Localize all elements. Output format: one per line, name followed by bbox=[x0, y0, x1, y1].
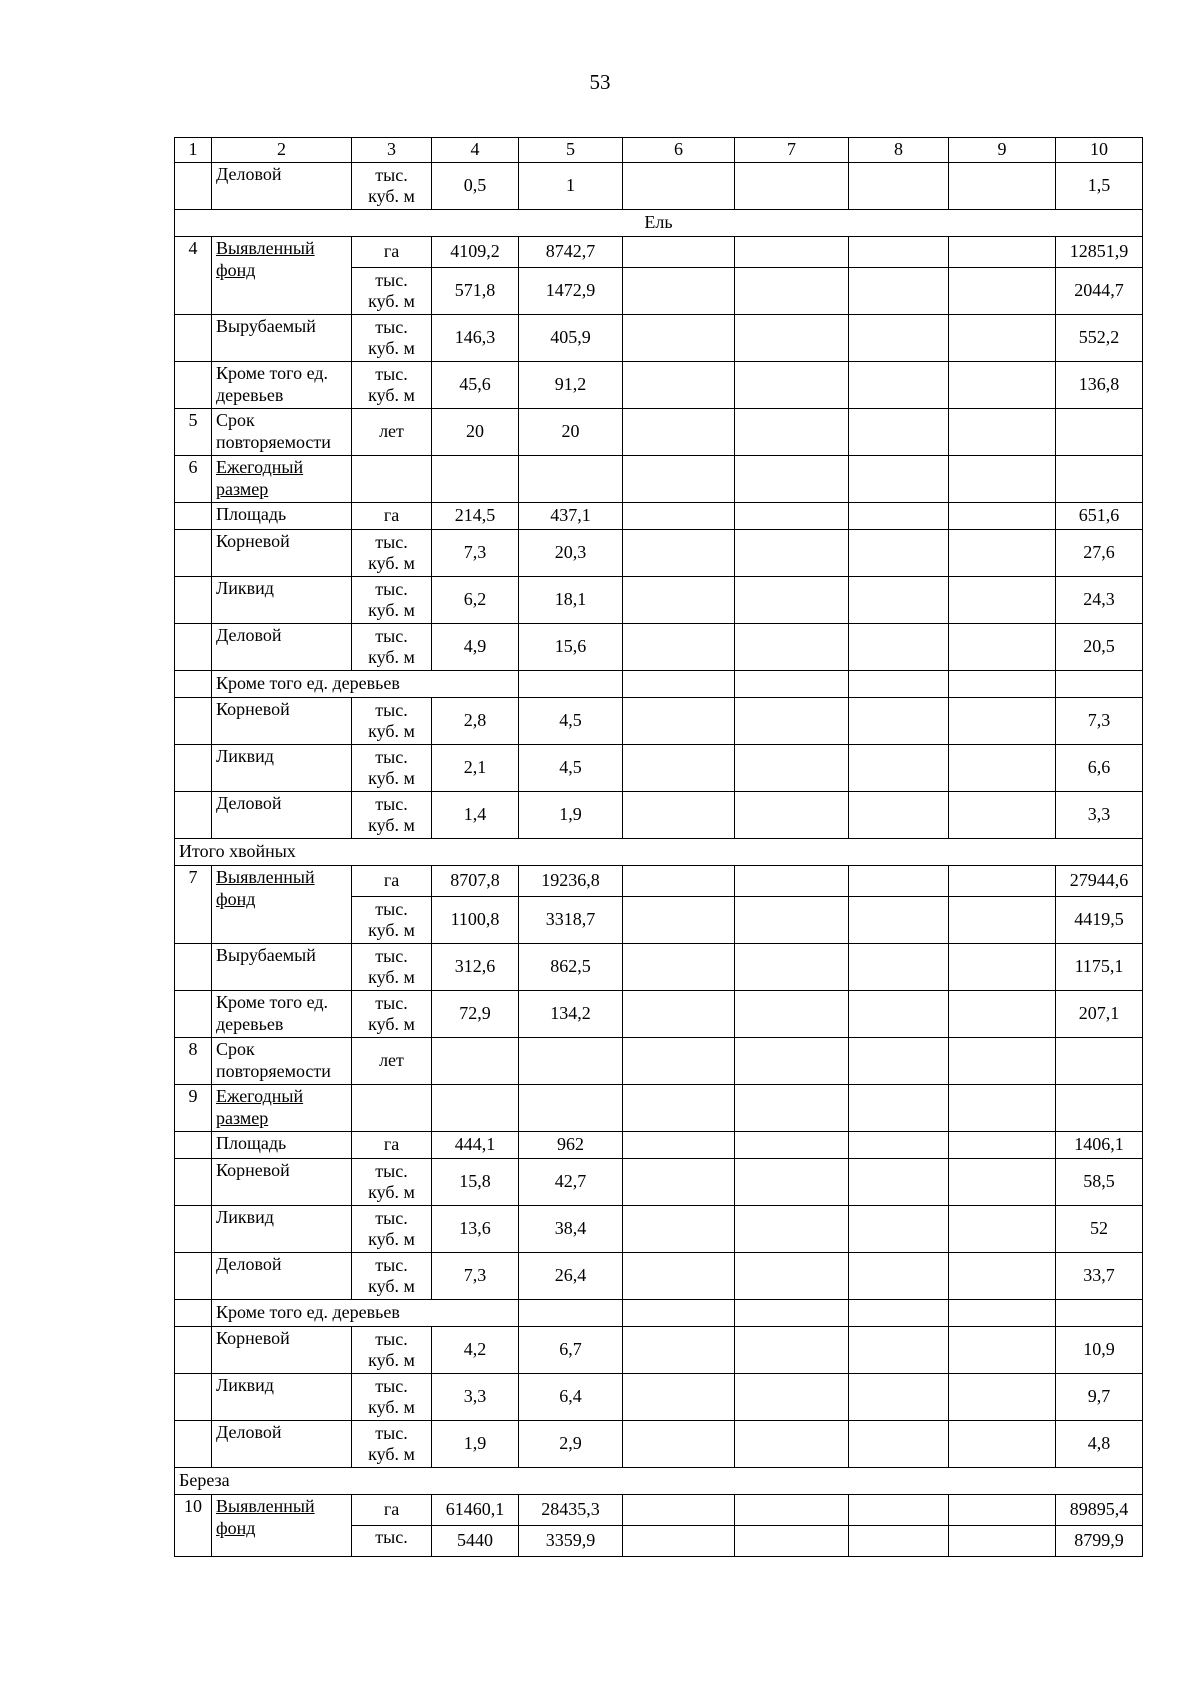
total-cell: 8799,9 bbox=[1056, 1526, 1143, 1557]
total-cell: 4,8 bbox=[1056, 1421, 1143, 1468]
row-number: 7 bbox=[175, 866, 212, 944]
row-label: Ликвид bbox=[212, 577, 352, 624]
total-cell: 9,7 bbox=[1056, 1374, 1143, 1421]
row-label: Выявленный фонд bbox=[212, 866, 352, 944]
column-header: 7 bbox=[735, 138, 849, 163]
value-cell: 7,3 bbox=[432, 530, 519, 577]
table-row bbox=[175, 530, 1143, 577]
page-number: 53 bbox=[589, 70, 611, 94]
table-row bbox=[175, 1374, 1143, 1421]
section-label: Ель bbox=[175, 210, 1143, 237]
row-label: Ежегодный размер bbox=[212, 1085, 352, 1132]
table-row bbox=[175, 1038, 1143, 1085]
row-label: Срок повторяемости bbox=[212, 409, 352, 456]
table-row bbox=[175, 1159, 1143, 1206]
row-label: Корневой bbox=[212, 698, 352, 745]
value-cell: 20 bbox=[432, 409, 519, 456]
table-row bbox=[175, 866, 1143, 897]
total-cell: 651,6 bbox=[1056, 503, 1143, 530]
total-cell: 20,5 bbox=[1056, 624, 1143, 671]
row-number: 9 bbox=[175, 1085, 212, 1132]
total-cell: 52 bbox=[1056, 1206, 1143, 1253]
table-row bbox=[175, 456, 1143, 503]
value-cell: 42,7 bbox=[519, 1159, 623, 1206]
table-row bbox=[175, 1421, 1143, 1468]
value-cell: 13,6 bbox=[432, 1206, 519, 1253]
value-cell: 214,5 bbox=[432, 503, 519, 530]
value-cell: 0,5 bbox=[432, 163, 519, 210]
value-cell: 19236,8 bbox=[519, 866, 623, 897]
value-cell: 3359,9 bbox=[519, 1526, 623, 1557]
value-cell: 134,2 bbox=[519, 991, 623, 1038]
column-header: 4 bbox=[432, 138, 519, 163]
column-header: 2 bbox=[212, 138, 352, 163]
total-cell: 552,2 bbox=[1056, 315, 1143, 362]
value-cell: 15,8 bbox=[432, 1159, 519, 1206]
table-row bbox=[175, 1253, 1143, 1300]
value-cell: 1 bbox=[519, 163, 623, 210]
value-cell: 61460,1 bbox=[432, 1495, 519, 1526]
row-label: Кроме того ед. деревьев bbox=[212, 362, 352, 409]
row-label: Деловой bbox=[212, 624, 352, 671]
value-cell: 18,1 bbox=[519, 577, 623, 624]
table-row bbox=[175, 577, 1143, 624]
value-cell: 2,9 bbox=[519, 1421, 623, 1468]
total-cell: 136,8 bbox=[1056, 362, 1143, 409]
value-cell: 20,3 bbox=[519, 530, 623, 577]
total-cell: 33,7 bbox=[1056, 1253, 1143, 1300]
column-header: 10 bbox=[1056, 138, 1143, 163]
row-label: Ликвид bbox=[212, 1374, 352, 1421]
row-label: Деловой bbox=[212, 163, 352, 210]
total-cell: 2044,7 bbox=[1056, 268, 1143, 315]
value-cell: 862,5 bbox=[519, 944, 623, 991]
unit-cell: тыс. куб. м bbox=[352, 624, 432, 671]
table-row bbox=[175, 671, 1143, 698]
unit-cell: га bbox=[352, 866, 432, 897]
value-cell: 4109,2 bbox=[432, 237, 519, 268]
unit-cell: тыс. куб. м bbox=[352, 1374, 432, 1421]
unit-cell: га bbox=[352, 237, 432, 268]
total-cell: 3,3 bbox=[1056, 792, 1143, 839]
column-header: 1 bbox=[175, 138, 212, 163]
unit-cell: тыс. куб. м bbox=[352, 530, 432, 577]
value-cell: 1100,8 bbox=[432, 897, 519, 944]
section-row-itogo bbox=[175, 839, 1143, 866]
total-cell: 27,6 bbox=[1056, 530, 1143, 577]
value-cell: 20 bbox=[519, 409, 623, 456]
row-label: Срок повторяемости bbox=[212, 1038, 352, 1085]
total-cell: 207,1 bbox=[1056, 991, 1143, 1038]
value-cell: 2,1 bbox=[432, 745, 519, 792]
value-cell: 1,4 bbox=[432, 792, 519, 839]
value-cell: 7,3 bbox=[432, 1253, 519, 1300]
row-label: Выявленный фонд bbox=[212, 1495, 352, 1557]
table-row bbox=[175, 1300, 1143, 1327]
row-label: Корневой bbox=[212, 1327, 352, 1374]
row-label: Площадь bbox=[212, 503, 352, 530]
table-row bbox=[175, 315, 1143, 362]
value-cell: 6,7 bbox=[519, 1327, 623, 1374]
total-cell: 24,3 bbox=[1056, 577, 1143, 624]
unit-cell: тыс. куб. м bbox=[352, 897, 432, 944]
value-cell: 8707,8 bbox=[432, 866, 519, 897]
row-label: Корневой bbox=[212, 530, 352, 577]
total-cell: 10,9 bbox=[1056, 1327, 1143, 1374]
subheader-label: Кроме того ед. деревьев bbox=[212, 1300, 519, 1327]
unit-cell: тыс. куб. м bbox=[352, 1206, 432, 1253]
value-cell: 962 bbox=[519, 1132, 623, 1159]
table-row bbox=[175, 503, 1143, 530]
value-cell: 571,8 bbox=[432, 268, 519, 315]
row-label: Корневой bbox=[212, 1159, 352, 1206]
unit-cell: тыс. куб. м bbox=[352, 745, 432, 792]
value-cell: 28435,3 bbox=[519, 1495, 623, 1526]
total-cell: 1,5 bbox=[1056, 163, 1143, 210]
unit-cell: га bbox=[352, 1132, 432, 1159]
total-cell: 1175,1 bbox=[1056, 944, 1143, 991]
value-cell: 1,9 bbox=[432, 1421, 519, 1468]
row-number: 4 bbox=[175, 237, 212, 315]
table-row bbox=[175, 1085, 1143, 1132]
unit-cell: тыс. куб. м bbox=[352, 1253, 432, 1300]
table-row bbox=[175, 1327, 1143, 1374]
table-row bbox=[175, 944, 1143, 991]
row-number: 8 bbox=[175, 1038, 212, 1085]
unit-cell: тыс. куб. м bbox=[352, 991, 432, 1038]
row-label: Деловой bbox=[212, 1421, 352, 1468]
unit-cell: тыс. куб. м bbox=[352, 268, 432, 315]
value-cell: 312,6 bbox=[432, 944, 519, 991]
unit-cell: тыс. bbox=[352, 1526, 432, 1557]
table-row bbox=[175, 163, 1143, 210]
subheader-label: Кроме того ед. деревьев bbox=[212, 671, 519, 698]
value-cell: 4,2 bbox=[432, 1327, 519, 1374]
row-number: 6 bbox=[175, 456, 212, 503]
total-cell: 1406,1 bbox=[1056, 1132, 1143, 1159]
row-label: Ликвид bbox=[212, 745, 352, 792]
value-cell: 146,3 bbox=[432, 315, 519, 362]
value-cell: 6,2 bbox=[432, 577, 519, 624]
table-row bbox=[175, 991, 1143, 1038]
value-cell: 45,6 bbox=[432, 362, 519, 409]
column-header-row bbox=[175, 138, 1143, 163]
value-cell: 91,2 bbox=[519, 362, 623, 409]
value-cell: 72,9 bbox=[432, 991, 519, 1038]
forest-fund-table bbox=[174, 137, 1143, 1557]
value-cell: 15,6 bbox=[519, 624, 623, 671]
value-cell: 437,1 bbox=[519, 503, 623, 530]
row-label: Деловой bbox=[212, 1253, 352, 1300]
column-header: 6 bbox=[623, 138, 735, 163]
unit-cell: тыс. куб. м bbox=[352, 577, 432, 624]
section-label: Итого хвойных bbox=[175, 839, 1143, 866]
unit-cell: тыс. куб. м bbox=[352, 315, 432, 362]
unit-cell: тыс. куб. м bbox=[352, 1159, 432, 1206]
table-row bbox=[175, 698, 1143, 745]
column-header: 9 bbox=[949, 138, 1056, 163]
total-cell: 12851,9 bbox=[1056, 237, 1143, 268]
table-row bbox=[175, 237, 1143, 268]
row-label: Площадь bbox=[212, 1132, 352, 1159]
total-cell: 89895,4 bbox=[1056, 1495, 1143, 1526]
value-cell: 26,4 bbox=[519, 1253, 623, 1300]
unit-cell: лет bbox=[352, 1038, 432, 1085]
row-label: Вырубаемый bbox=[212, 944, 352, 991]
value-cell: 38,4 bbox=[519, 1206, 623, 1253]
unit-cell: тыс. куб. м bbox=[352, 362, 432, 409]
row-number: 5 bbox=[175, 409, 212, 456]
table-row bbox=[175, 1132, 1143, 1159]
row-label: Кроме того ед. деревьев bbox=[212, 991, 352, 1038]
row-label: Ликвид bbox=[212, 1206, 352, 1253]
value-cell: 6,4 bbox=[519, 1374, 623, 1421]
total-cell: 27944,6 bbox=[1056, 866, 1143, 897]
column-header: 5 bbox=[519, 138, 623, 163]
section-row-bereza bbox=[175, 1468, 1143, 1495]
table-row bbox=[175, 1206, 1143, 1253]
table-row bbox=[175, 409, 1143, 456]
unit-cell: лет bbox=[352, 409, 432, 456]
column-header: 3 bbox=[352, 138, 432, 163]
unit-cell: га bbox=[352, 1495, 432, 1526]
table-row bbox=[175, 745, 1143, 792]
unit-cell: тыс. куб. м bbox=[352, 1421, 432, 1468]
unit-cell: тыс. куб. м bbox=[352, 792, 432, 839]
value-cell: 4,9 bbox=[432, 624, 519, 671]
unit-cell: тыс. куб. м bbox=[352, 163, 432, 210]
value-cell: 3,3 bbox=[432, 1374, 519, 1421]
unit-cell: тыс. куб. м bbox=[352, 1327, 432, 1374]
row-label: Деловой bbox=[212, 792, 352, 839]
total-cell: 58,5 bbox=[1056, 1159, 1143, 1206]
table-row bbox=[175, 1495, 1143, 1526]
unit-cell: га bbox=[352, 503, 432, 530]
value-cell: 1,9 bbox=[519, 792, 623, 839]
row-label: Ежегодный размер bbox=[212, 456, 352, 503]
value-cell: 405,9 bbox=[519, 315, 623, 362]
value-cell: 4,5 bbox=[519, 698, 623, 745]
unit-cell: тыс. куб. м bbox=[352, 698, 432, 745]
row-number: 10 bbox=[175, 1495, 212, 1557]
column-header: 8 bbox=[849, 138, 949, 163]
value-cell: 8742,7 bbox=[519, 237, 623, 268]
value-cell: 5440 bbox=[432, 1526, 519, 1557]
table-row bbox=[175, 624, 1143, 671]
unit-cell: тыс. куб. м bbox=[352, 944, 432, 991]
value-cell: 4,5 bbox=[519, 745, 623, 792]
value-cell: 444,1 bbox=[432, 1132, 519, 1159]
table-row bbox=[175, 362, 1143, 409]
row-label: Выявленный фонд bbox=[212, 237, 352, 315]
row-label: Вырубаемый bbox=[212, 315, 352, 362]
section-row-el bbox=[175, 210, 1143, 237]
value-cell: 1472,9 bbox=[519, 268, 623, 315]
value-cell: 2,8 bbox=[432, 698, 519, 745]
table-row bbox=[175, 792, 1143, 839]
total-cell: 6,6 bbox=[1056, 745, 1143, 792]
value-cell: 3318,7 bbox=[519, 897, 623, 944]
total-cell: 4419,5 bbox=[1056, 897, 1143, 944]
section-label: Береза bbox=[175, 1468, 1143, 1495]
total-cell: 7,3 bbox=[1056, 698, 1143, 745]
